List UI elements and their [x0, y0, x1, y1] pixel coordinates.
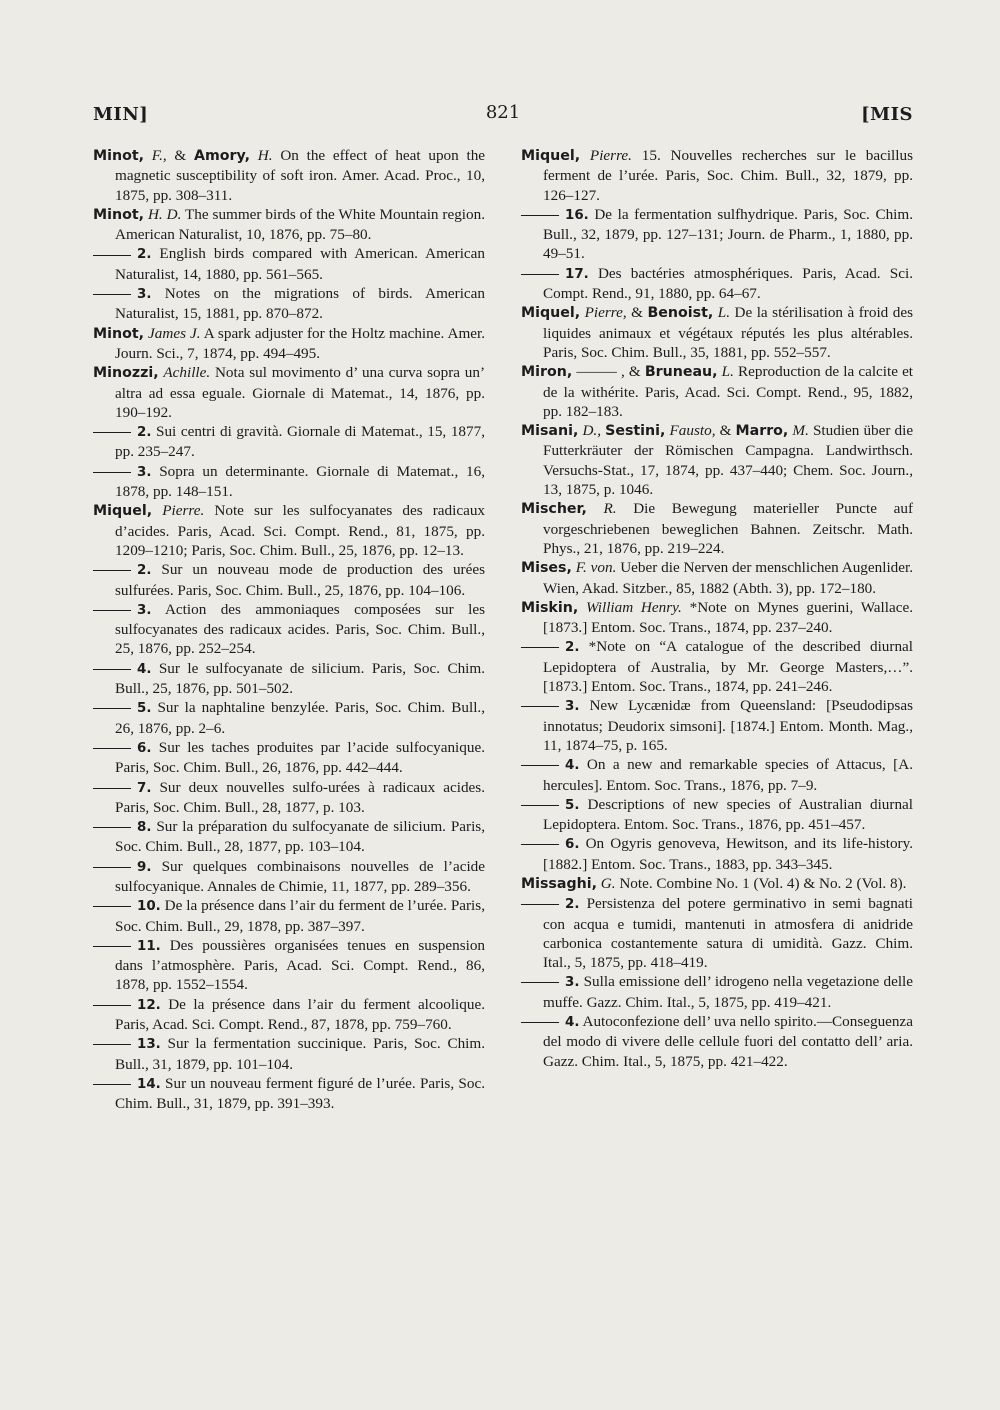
author-given-name: F., [151, 147, 167, 164]
author-surname: Minot, [93, 148, 145, 164]
entry-number: 2. [137, 247, 152, 263]
author-given-name: Pierre. [589, 147, 632, 164]
bibliography-entry [93, 698, 485, 738]
entry-text: Action des ammoniaques composées sur les sulfocyanates des radicaux acides. Paris, Soc. Chim. Bull., 25, 1876, pp. 252–254. [115, 600, 485, 658]
bibliography-entry [93, 363, 485, 422]
entry-text: De la présence dans l’air du ferment de l’urée. Paris, Soc. Chim. Bull., 29, 1878, pp. 387–397. [115, 897, 485, 935]
bibliography-entry [93, 600, 485, 659]
ditto-rule [521, 844, 559, 845]
bibliography-entry [93, 422, 485, 462]
ditto-rule [93, 748, 131, 749]
bibliography-entry [93, 462, 485, 502]
entry-text: Sur le sulfocyanate de silicium. Paris, Soc. Chim. Bull., 25, 1876, pp. 501–502. [115, 659, 486, 698]
entry-number: 16. [565, 207, 589, 223]
entry-text: Sur quelques combinaisons nouvelles de l’acide sulfocyanique. Annales de Chimie, 11, 1877, pp. 289–356. [115, 857, 485, 895]
entry-number: 7. [137, 780, 152, 796]
ditto-rule [93, 432, 131, 433]
bibliography-entry [521, 755, 913, 795]
entry-text: Des bactéries atmosphériques. Paris, Acad. Sci. Compt. Rend., 91, 1880, pp. 64–67. [543, 264, 913, 303]
author-surname: Miquel, [521, 305, 581, 322]
bibliography-entry [521, 499, 913, 558]
bibliography-entry [93, 659, 485, 699]
author-given-name: F. von. [575, 559, 617, 577]
entry-text: Descriptions of new species of Australian diurnal Lepidoptera. Entom. Soc. Trans., 1876, pp. 451–457. [543, 795, 913, 834]
entry-text: Sur un nouveau ferment figuré de l’urée. Paris, Soc. Chim. Bull., 31, 1879, pp. 391–393. [115, 1074, 486, 1113]
entry-number: 6. [137, 740, 152, 756]
bibliography-entry [521, 834, 913, 874]
bibliography-entry: Misani, D., Sestini, Fausto, & Marro, M. Studien über die Futterkräuter der Römischen Campagna. Landwirthsch. Versuchs-Stat., 17, 1874, pp. 437–440; Chem. Soc. Journ., 13, 1875, p. 1046. [521, 422, 914, 499]
bibliography-entry [521, 972, 913, 1012]
entry-number: 6. [565, 837, 580, 853]
entry-text: Des poussières organisées tenues en suspension dans l’atmosphère. Paris, Acad. Sci. Compt. Rend., 86, 1878, pp. 1552–1554. [115, 936, 486, 994]
entry-number: 2. [137, 425, 152, 441]
entry-text: *Note on “A catalogue of the described diurnal Lepidoptera of Australia, by Mr. George Masters,…”. [1873.] Entom. Soc. Trans., 1874, pp. 241–246. [543, 638, 914, 696]
author-given-name: Pierre, [584, 304, 627, 322]
ditto-rule [93, 906, 131, 907]
bibliography-entry [93, 778, 485, 818]
bibliography-entry [521, 874, 913, 894]
bibliography-entry [93, 501, 485, 560]
author-surname: Missaghi, [521, 875, 597, 892]
author-surname: Miskin, [521, 599, 579, 616]
bibliography-entry [93, 936, 485, 995]
entry-text: Reproduction de la calcite et de la withérite. Paris, Acad. Sci. Compt. Rend., 95, 1882, pp. 182–183. [543, 363, 914, 420]
ditto-rule [93, 827, 131, 828]
right-column [521, 146, 913, 1071]
entry-text: Autoconfezione dell’ uva nello spirito.—Conseguenza del modo di vivere delle cellule fuori del contatto dell’ aria. Gazz. Chim. Ital., 5, 1875, pp. 421–422. [543, 1013, 913, 1070]
ditto-rule [521, 706, 559, 707]
entry-number: 3. [565, 975, 580, 991]
author-surname: Mises, [521, 560, 572, 577]
coauthor-surname: Sestini, [605, 423, 666, 440]
ditto-rule [93, 788, 131, 789]
author-given-name: Achille. [163, 364, 211, 382]
entry-text: Sur la préparation du sulfocyanate de silicium. Paris, Soc. Chim. Bull., 28, 1877, pp. 103–104. [115, 818, 485, 856]
entry-text: De la fermentation sulfhydrique. Paris, Soc. Chim. Bull., 32, 1879, pp. 127–131; Journ. de Pharm., 1, 1880, pp. 49–51. [543, 205, 913, 263]
ditto-rule [521, 765, 559, 766]
entry-text: On the effect of heat upon the magnetic susceptibility of soft iron. Amer. Acad. Proc., 10, 1875, pp. 308–311. [115, 147, 486, 204]
bibliography-entry [521, 205, 913, 264]
entry-number: 2. [565, 640, 580, 656]
entry-text: De la stérilisation à froid des liquides animaux et végétaux réputés les plus altérables. Paris, Soc. Chim. Bull., 35, 1881, pp. 552–557. [543, 304, 914, 361]
author-surname: Minot, [93, 206, 145, 223]
author-given-name: William Henry. [585, 598, 682, 616]
ditto-rule [93, 610, 131, 611]
bibliography-entry: Miron, ——— , & Bruneau, L. Reproduction de la calcite et de la withérite. Paris, Acad. Sci. Compt. Rend., 95, 1882, pp. 182–183. [521, 363, 914, 420]
author-given-name: H. D. [147, 205, 182, 223]
author-given-name: ——— , [576, 363, 625, 381]
entry-text: Sur les taches produites par l’acide sulfocyanique. Paris, Soc. Chim. Bull., 26, 1876, pp. 442–444. [115, 738, 486, 777]
entry-number: 2. [137, 563, 152, 579]
entry-number: 3. [137, 464, 152, 480]
entry-text: Note sur les sulfocyanates des radicaux d’acides. Paris, Acad. Sci. Compt. Rend., 81, 1875, pp. 1209–1210; Paris, Soc. Chim. Bull., 25, 1876, pp. 12–13. [115, 502, 486, 559]
entry-text: Sur la naphtaline benzylée. Paris, Soc. Chim. Bull., 26, 1876, pp. 2–6. [115, 699, 486, 737]
entry-text: Die Bewegung materieller Puncte auf vorgeschriebenen beweglichen Bahnen. Zeitschr. Math. Phys., 21, 1876, pp. 219–224. [543, 500, 914, 557]
entry-number: 2. [565, 897, 580, 913]
bibliography-entry [93, 1034, 485, 1074]
entry-text: On Ogyris genoveva, Hewitson, and its life-history. [1882.] Entom. Soc. Trans., 1883, pp. 343–345. [543, 835, 914, 873]
bibliography-entry [521, 894, 913, 972]
entry-number: 13. [137, 1037, 161, 1053]
bibliography-entry [93, 205, 485, 245]
entry-text: Studien über die Futterkräuter der Römischen Campagna. Landwirthsch. Versuchs-Stat., 17, 1874, pp. 437–440; Chem. Soc. Journ., 13, 1875, p. 1046. [543, 422, 914, 499]
bibliography-entry [521, 598, 913, 638]
entry-text: A spark adjuster for the Holtz machine. Amer. Journ. Sci., 7, 1874, pp. 494–495. [115, 324, 486, 362]
bibliography-entry [93, 995, 485, 1035]
bibliography-entry [93, 324, 485, 364]
coauthor-surname: Marro, [735, 423, 789, 440]
ditto-rule [93, 1044, 131, 1045]
coauthor-given-name: L. [721, 363, 734, 381]
bibliography-entry [521, 146, 913, 205]
entry-text: *Note on Mynes guerini, Wallace. [1873.] Entom. Soc. Trans., 1874, pp. 237–240. [543, 598, 914, 637]
entry-text: Sur un nouveau mode de production des urées sulfurées. Paris, Soc. Chim. Bull., 25, 1876, pp. 104–106. [115, 561, 486, 599]
entry-text: Note. Combine No. 1 (Vol. 4) & No. 2 (Vol. 8). [619, 874, 907, 892]
entry-text: 15. Nouvelles recherches sur le bacillus ferment de l’urée. Paris, Soc. Chim. Bull., 32, 1879, pp. 126–127. [543, 147, 913, 204]
bibliography-entry [93, 817, 485, 857]
ditto-rule [93, 1005, 131, 1006]
entry-text: Sulla emissione dell’ idrogeno nella vegetazione delle muffe. Gazz. Chim. Ital., 5, 1875, pp. 419–421. [543, 973, 914, 1011]
bibliography-entry [93, 857, 485, 897]
author-given-name: Pierre. [162, 502, 205, 520]
coauthor-given-name: M. [792, 422, 809, 440]
ditto-rule [93, 867, 131, 868]
entry-text: English birds compared with American. American Naturalist, 14, 1880, pp. 561–565. [115, 245, 486, 283]
entry-number: 11. [137, 938, 161, 954]
entry-number: 17. [565, 266, 589, 282]
ditto-rule [93, 472, 131, 473]
entry-number: 4. [565, 1015, 580, 1031]
entry-text: De la présence dans l’air du ferment alcoolique. Paris, Acad. Sci. Compt. Rend., 87, 1878, pp. 759–760. [115, 995, 485, 1034]
entry-text: Sur la fermentation succinique. Paris, Soc. Chim. Bull., 31, 1879, pp. 101–104. [115, 1035, 485, 1073]
bibliography-entry [521, 637, 913, 696]
entry-number: 12. [137, 997, 161, 1013]
author-surname: Minozzi, [93, 365, 159, 382]
ditto-rule [93, 1084, 131, 1085]
ditto-rule [93, 570, 131, 571]
bibliography-entry [93, 244, 485, 284]
bibliography-entry [93, 560, 485, 600]
author-surname: Miquel, [93, 503, 153, 520]
header-range-start: MIN] [93, 104, 149, 125]
entry-number: 8. [137, 820, 152, 836]
author-surname: Misani, [521, 423, 579, 440]
author-surname: Minot, [93, 325, 145, 342]
coauthor-surname: Amory, [194, 148, 251, 164]
entry-number: 10. [137, 899, 161, 915]
bibliography-entry [93, 284, 485, 324]
entry-text: The summer birds of the White Mountain region. American Naturalist, 10, 1876, pp. 75–80. [115, 205, 486, 244]
ditto-rule [521, 274, 559, 275]
entry-text: On a new and remarkable species of Attacus, [A. hercules]. Entom. Soc. Trans., 1876, pp. 7–9. [543, 756, 913, 794]
author-surname: Miron, [521, 364, 573, 381]
bibliography-entry [93, 1074, 485, 1114]
bibliography-entry: Miquel, Pierre, & Benoist, L. De la stérilisation à froid des liquides animaux et végétaux réputés les plus altérables. Paris, Soc. Chim. Bull., 35, 1881, pp. 552–557. [521, 304, 914, 361]
entry-number: 3. [565, 699, 580, 715]
coauthor-surname: Bruneau, [644, 364, 718, 381]
entry-number: 9. [137, 859, 152, 875]
page-header [93, 98, 913, 132]
bibliography-entry [521, 696, 913, 755]
coauthor-given-name: L. [717, 304, 730, 322]
entry-text: Ueber die Nerven der menschlichen Augenlider. Wien, Akad. Sitzber., 85, 1882 (Abth. 3), pp. 172–180. [543, 559, 914, 597]
coauthor-given-name: Fausto, [669, 422, 716, 440]
ditto-rule [521, 1022, 559, 1023]
entry-text: Sui centri di gravità. Giornale di Matemat., 15, 1877, pp. 235–247. [115, 423, 485, 461]
header-range-end: [MIS [861, 104, 913, 125]
bibliography-entry [521, 795, 913, 835]
entry-number: 4. [565, 758, 580, 774]
ditto-rule [521, 982, 559, 983]
left-column [93, 146, 485, 1114]
bibliography-entry [93, 738, 485, 778]
page-number: 821 [485, 102, 521, 123]
ditto-rule [521, 805, 559, 806]
ditto-rule [521, 904, 559, 905]
bibliography-entry [521, 1012, 913, 1071]
entry-text: Nota sul movimento d’ una curva sopra un’ altra ad essa eguale. Giornale di Matemat., 14, 1876, pp. 190–192. [115, 364, 486, 421]
entry-number: 14. [137, 1076, 161, 1092]
ditto-rule [521, 647, 559, 648]
entry-number: 3. [137, 602, 152, 618]
bibliography-entry [93, 896, 485, 936]
entry-number: 5. [137, 701, 152, 717]
author-given-name: D., [582, 422, 602, 440]
author-given-name: R. [603, 500, 617, 518]
ditto-rule [93, 294, 131, 295]
entry-text: New Lycænidæ from Queensland: [Pseudodipsas innotatus; Deudorix simsoni]. [1874.] Entom. Month. Mag., 11, 1874–75, p. 165. [543, 697, 913, 754]
ditto-rule [93, 669, 131, 670]
author-given-name: G. [600, 874, 616, 892]
ditto-rule [93, 708, 131, 709]
entry-text: Notes on the migrations of birds. American Naturalist, 15, 1881, pp. 870–872. [115, 285, 486, 323]
coauthor-surname: Benoist, [647, 305, 714, 322]
bibliography-entry: Minot, F., & Amory, H. On the effect of heat upon the magnetic susceptibility of soft iron. Amer. Acad. Proc., 10, 1875, pp. 308–311. [93, 147, 486, 204]
bibliography-entry [521, 264, 913, 304]
ditto-rule [93, 255, 131, 256]
entry-number: 3. [137, 287, 152, 303]
entry-number: 4. [137, 661, 152, 677]
coauthor-given-name: H. [257, 147, 273, 164]
author-surname: Miquel, [521, 148, 581, 164]
entry-text: Persistenza del potere germinativo in semi bagnati con acqua e tumidi, mantenuti in atmosfera di anidride carbonica costantemente satura di umidità. Gazz. Chim. Ital., 5, 1875, pp. 418–419. [543, 895, 913, 972]
author-surname: Mischer, [521, 501, 587, 518]
entry-number: 5. [565, 797, 580, 813]
author-given-name: James J. [148, 324, 201, 342]
entry-text: Sur deux nouvelles sulfo-urées à radicaux acides. Paris, Soc. Chim. Bull., 28, 1877, p. 103. [115, 778, 485, 816]
ditto-rule [521, 215, 559, 216]
bibliography-entry [521, 558, 913, 598]
ditto-rule [93, 946, 131, 947]
entry-text: Sopra un determinante. Giornale di Matemat., 16, 1878, pp. 148–151. [115, 462, 486, 501]
